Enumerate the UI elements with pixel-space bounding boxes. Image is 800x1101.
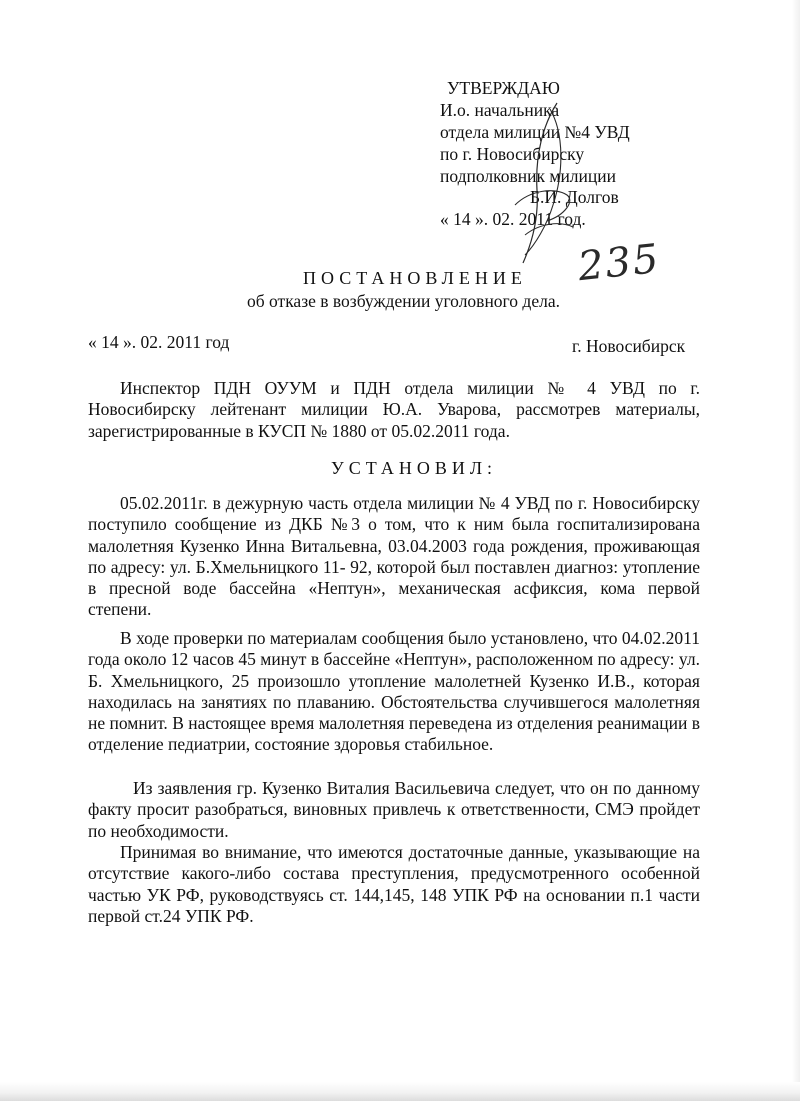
approval-city: по г. Новосибирску (440, 144, 585, 164)
body-paragraph-3: Из заявления гр. Кузенко Виталия Васильевича следует, что он по данному факту просит разобраться, виновных привлечь к ответственности, СМЭ пройдет по необходимости. (88, 778, 700, 841)
body-paragraph-1: 05.02.2011г. в дежурную часть отдела милиции № 4 УВД по г. Новосибирску поступило сообщение из ДКБ №3 о том, что к ним была госпитализирована малолетняя Кузенко Инна Витальевна, 03.04.2003 года рождения, проживающая по адресу: ул. Б.Хмельницкого 11- 92, которой был поставлен диагноз: утопление в пресной воде бассейна «Нептун», механическая асфиксия, кома первой степени. (88, 493, 700, 620)
approval-department: отдела милиции №4 УВД (440, 122, 630, 142)
handwritten-number: 235 (575, 235, 663, 291)
document-city: г. Новосибирск (572, 336, 686, 356)
approval-position: И.о. начальника (440, 100, 560, 120)
document-subtitle: об отказе в возбуждении уголовного дела. (247, 291, 560, 311)
scan-edge-bottom (0, 1082, 800, 1101)
body-paragraph-4: Принимая во внимание, что имеются достаточные данные, указывающие на отсутствие какого-либо состава преступления, предусмотренного особенной частью УК РФ, руководствуясь ст. 144,145, 148 УПК РФ на основании п.1 части первой ст.24 УПК РФ. (88, 842, 700, 926)
intro-paragraph: Инспектор ПДН ОУУМ и ПДН отдела милиции № 4 УВД по г. Новосибирску лейтенант милиции Ю.А. Уварова, рассмотрев материалы, зарегистрированные в КУСП № 1880 от 05.02.2011 года. (88, 378, 700, 441)
document-title: ПОСТАНОВЛЕНИЕ (303, 268, 527, 288)
document-date: « 14 ». 02. 2011 год (88, 332, 230, 352)
approval-heading: УТВЕРЖДАЮ (447, 78, 560, 98)
body-paragraph-2: В ходе проверки по материалам сообщения было установлено, что 04.02.2011 года около 12 часов 45 минут в бассейне «Нептун», расположенном по адресу: ул. Б. Хмельницкого, 25 произошло утопление малолетней Кузенко И.В., которая находилась на занятиях по плаванию. Обстоятельства случившегося малолетняя не помнит. В настоящее время малолетняя переведена из отделения реанимации в отделение педиатрии, состояние здоровья стабильное. (88, 628, 701, 755)
section-heading: УСТАНОВИЛ: (331, 458, 498, 478)
scan-edge-right (792, 0, 800, 1101)
approval-name: Б.И. Долгов (530, 187, 619, 207)
approval-rank: подполковник милиции (440, 166, 616, 186)
approval-date: « 14 ». 02. 2011 год. (440, 209, 586, 229)
